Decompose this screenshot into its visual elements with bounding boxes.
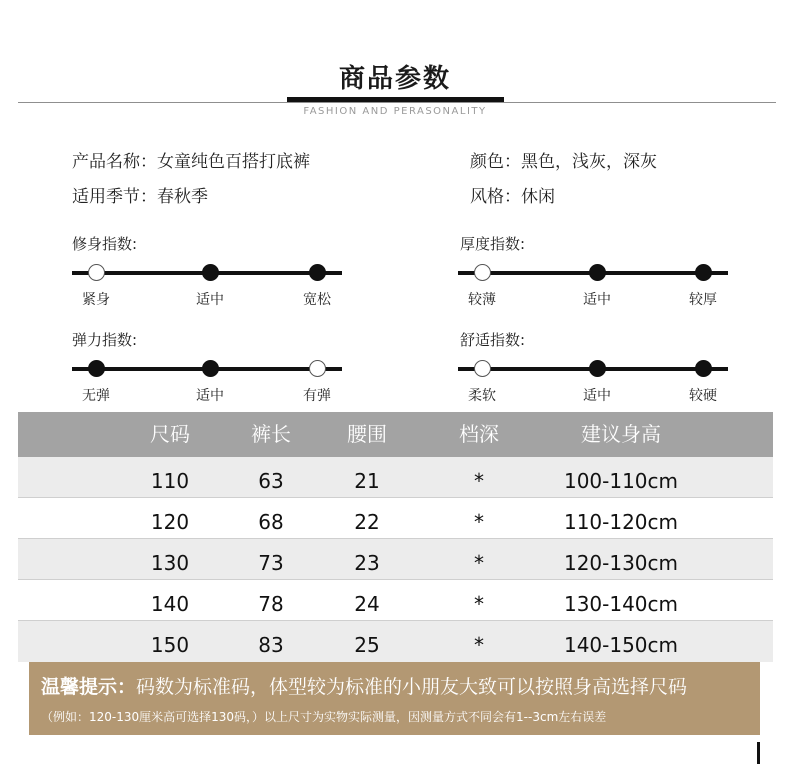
product-name: 产品名称：女童纯色百搭打底裤 — [72, 152, 310, 172]
table-row — [18, 539, 773, 580]
cell-height: 120-130cm — [563, 551, 679, 575]
thickness-dot-2 — [589, 264, 606, 281]
fit-option-1: 紧身 — [82, 292, 110, 308]
thickness-option-1: 较薄 — [468, 292, 496, 308]
cell-length: 78 — [258, 592, 284, 616]
comfort-index-label: 舒适指数: — [460, 331, 526, 349]
cell-rise: * — [474, 510, 484, 534]
cell-height: 130-140cm — [563, 592, 679, 616]
cell-length: 68 — [258, 510, 284, 534]
style: 风格：休闲 — [470, 187, 555, 207]
cell-waist: 24 — [354, 592, 380, 616]
elasticity-dot-2 — [202, 360, 219, 377]
tip-note: （例如：120-130厘米高可选择130码，）以上尺寸为实物实际测量，因测量方式不同会有1--3cm左右误差 — [41, 710, 607, 724]
elasticity-option-3: 有弹 — [303, 388, 331, 404]
cell-waist: 23 — [354, 551, 380, 575]
thickness-index-scale — [458, 262, 728, 322]
cell-size: 140 — [150, 592, 190, 616]
fit-index-scale — [72, 262, 342, 322]
comfort-option-3: 较硬 — [689, 388, 717, 404]
cell-waist: 25 — [354, 633, 380, 657]
thickness-option-2: 适中 — [583, 292, 611, 308]
table-row — [18, 457, 773, 498]
comfort-index-scale — [458, 358, 728, 418]
header-size: 尺码 — [150, 422, 190, 446]
elasticity-option-1: 无弹 — [82, 388, 110, 404]
elasticity-option-2: 适中 — [196, 388, 224, 404]
header-length: 裤长 — [251, 422, 291, 446]
tip-main-line — [41, 672, 687, 699]
cell-height: 110-120cm — [563, 510, 679, 534]
color-options: 颜色：黑色，浅灰，深灰 — [470, 152, 657, 172]
thickness-index-label: 厚度指数: — [460, 235, 526, 253]
cell-rise: * — [474, 469, 484, 493]
edge-mark — [757, 742, 760, 764]
thickness-option-3: 较厚 — [689, 292, 717, 308]
comfort-dot-3 — [695, 360, 712, 377]
table-row — [18, 498, 773, 539]
cell-size: 150 — [150, 633, 190, 657]
cell-size: 110 — [150, 469, 190, 493]
thickness-dot-3 — [695, 264, 712, 281]
cell-height: 100-110cm — [563, 469, 679, 493]
cell-length: 63 — [258, 469, 284, 493]
page-title: 商品参数 — [338, 64, 451, 94]
header — [0, 0, 790, 120]
cell-waist: 22 — [354, 510, 380, 534]
cell-rise: * — [474, 592, 484, 616]
title-underline — [287, 97, 504, 102]
fit-index-label: 修身指数: — [72, 235, 138, 253]
header-height: 建议身高 — [581, 422, 661, 446]
tip-box — [29, 662, 760, 735]
table-row — [18, 580, 773, 621]
thickness-dot-1 — [474, 264, 491, 281]
cell-rise: * — [474, 551, 484, 575]
cell-size: 130 — [150, 551, 190, 575]
table-row — [18, 621, 773, 662]
fit-option-2: 适中 — [196, 292, 224, 308]
comfort-option-2: 适中 — [583, 388, 611, 404]
comfort-dot-1 — [474, 360, 491, 377]
elasticity-dot-3 — [309, 360, 326, 377]
fit-dot-2 — [202, 264, 219, 281]
comfort-dot-2 — [589, 360, 606, 377]
size-table — [18, 412, 773, 662]
fit-dot-3 — [309, 264, 326, 281]
comfort-option-1: 柔软 — [468, 388, 496, 404]
cell-height: 140-150cm — [563, 633, 679, 657]
cell-waist: 21 — [354, 469, 380, 493]
elasticity-index-label: 弹力指数: — [72, 331, 138, 349]
cell-size: 120 — [150, 510, 190, 534]
season: 适用季节：春秋季 — [72, 187, 208, 207]
cell-length: 83 — [258, 633, 284, 657]
tip-text: 码数为标准码，体型较为标准的小朋友大致可以按照身高选择尺码 — [136, 676, 688, 698]
header-rise: 档深 — [459, 422, 499, 446]
header-waist: 腰围 — [347, 422, 387, 446]
page-subtitle: FASHION AND PERASONALITY — [303, 106, 487, 117]
tip-label: 温馨提示： — [41, 676, 137, 698]
fit-dot-1 — [88, 264, 105, 281]
header-divider — [18, 102, 776, 103]
elasticity-index-scale — [72, 358, 342, 418]
cell-length: 73 — [258, 551, 284, 575]
elasticity-dot-1 — [88, 360, 105, 377]
cell-rise: * — [474, 633, 484, 657]
table-header — [18, 412, 773, 457]
fit-option-3: 宽松 — [303, 292, 331, 308]
